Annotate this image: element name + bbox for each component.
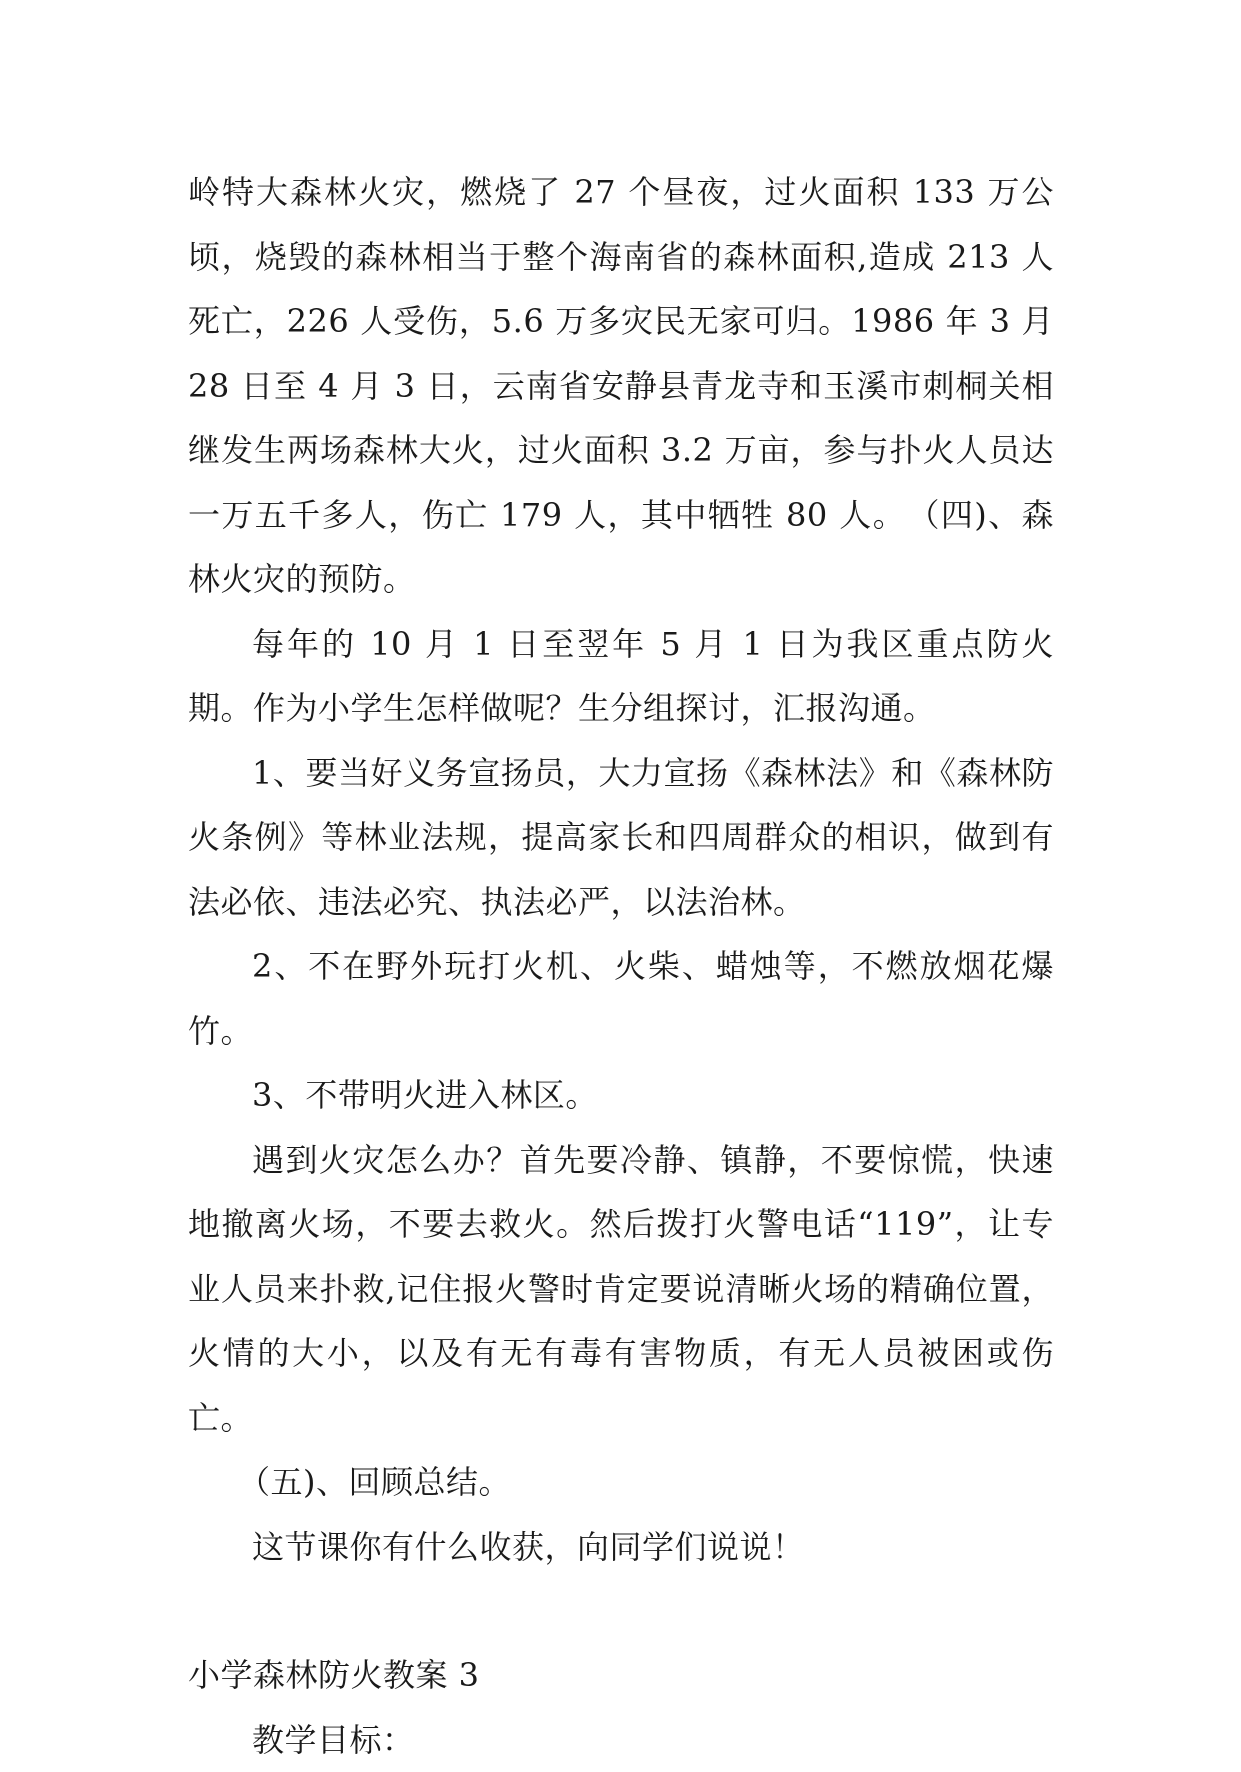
paragraph-item-3: 3、不带明火进入林区。 bbox=[188, 1063, 1054, 1128]
paragraph-fire-season: 每年的 10 月 1 日至翌年 5 月 1 日为我区重点防火期。作为小学生怎样做呢？生分组探讨，汇报沟通。 bbox=[188, 612, 1054, 741]
paragraph-item-1: 1、要当好义务宣扬员，大力宣扬《森林法》和《森林防火条例》等林业法规，提高家长和四周群众的相识，做到有法必依、违法必究、执法必严，以法治林。 bbox=[188, 741, 1054, 935]
paragraph-forest-fire-history: 岭特大森林火灾，燃烧了 27 个昼夜，过火面积 133 万公顷，烧毁的森林相当于整个海南省的森林面积,造成 213 人死亡，226 人受伤，5.6 万多灾民无家可归。1986 年 3 月 28 日至 4 月 3 日，云南省安静县青龙寺和玉溪市刺桐关相继发生两场森林大火，过火面积 3.2 万亩，参与扑火人员达一万五千多人，伤亡 179 人，其中牺牲 80 人。 （四)、森林火灾的预防。 bbox=[188, 160, 1054, 612]
section-gap bbox=[188, 1579, 1054, 1643]
section-subtitle: 教学目标： bbox=[188, 1708, 1054, 1772]
paragraph-fire-response: 遇到火灾怎么办？首先要冷静、镇静，不要惊慌，快速地撤离火场，不要去救火。然后拨打火警电话“119”，让专业人员来扑救,记住报火警时肯定要说清晰火场的精确位置，火情的大小，以及有无有毒有害物质，有无人员被困或伤亡。 bbox=[188, 1128, 1054, 1451]
paragraph-summary-question: 这节课你有什么收获，向同学们说说！ bbox=[188, 1515, 1054, 1580]
paragraph-summary-heading: （五)、回顾总结。 bbox=[188, 1450, 1054, 1515]
paragraph-item-2: 2、不在野外玩打火机、火柴、蜡烛等，不燃放烟花爆竹。 bbox=[188, 934, 1054, 1063]
document-page bbox=[188, 160, 1054, 1772]
section-title: 小学森林防火教案 3 bbox=[188, 1643, 1054, 1708]
